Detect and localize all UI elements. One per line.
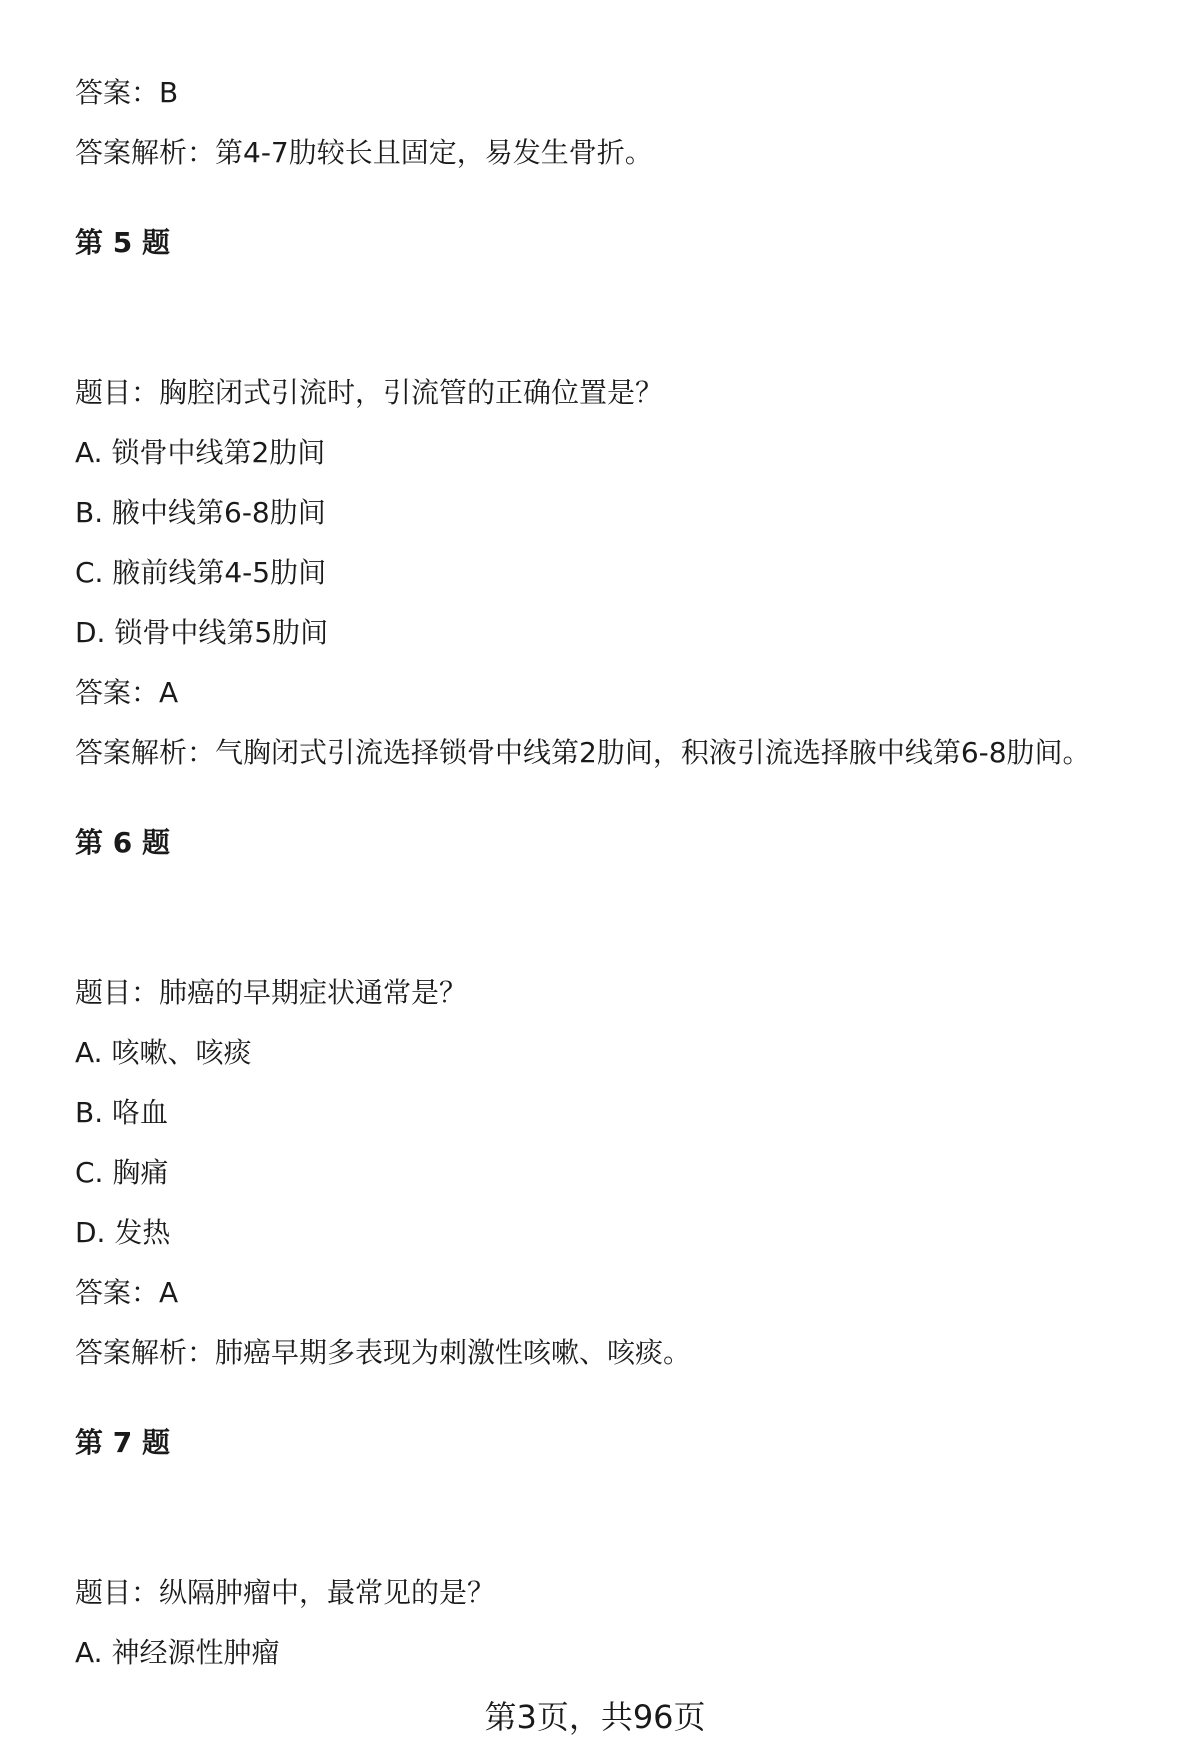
option-item: B. 咯血 — [75, 1096, 169, 1129]
option-item: C. 胸痛 — [75, 1156, 169, 1189]
option-item: A. 咳嗽、咳痰 — [75, 1036, 252, 1069]
option-item: D. 发热 — [75, 1216, 171, 1249]
answer-text: 答案：A — [75, 1276, 179, 1309]
answer-text: 答案：B — [75, 76, 179, 109]
option-item: B. 腋中线第6-8肋间 — [75, 496, 326, 529]
option-item: A. 锁骨中线第2肋间 — [75, 436, 326, 469]
page-number: 第3页，共96页 — [484, 1698, 706, 1736]
option-item: C. 腋前线第4-5肋间 — [75, 556, 327, 589]
question-heading: 第 5 题 — [75, 226, 170, 259]
question-heading: 第 6 题 — [75, 826, 170, 859]
question-heading: 第 7 题 — [75, 1426, 170, 1459]
question-prompt: 题目：纵隔肿瘤中，最常见的是？ — [75, 1576, 496, 1609]
option-item: A. 神经源性肿瘤 — [75, 1636, 280, 1669]
question-prompt: 题目：胸腔闭式引流时，引流管的正确位置是？ — [75, 376, 664, 409]
explanation-text: 答案解析：第4-7肋较长且固定，易发生骨折。 — [75, 136, 653, 169]
question-prompt: 题目：肺癌的早期症状通常是？ — [75, 976, 468, 1009]
explanation-text: 答案解析：肺癌早期多表现为刺激性咳嗽、咳痰。 — [75, 1336, 692, 1369]
answer-text: 答案：A — [75, 676, 179, 709]
explanation-text: 答案解析：气胸闭式引流选择锁骨中线第2肋间，积液引流选择腋中线第6-8肋间。 — [75, 736, 1091, 769]
option-item: D. 锁骨中线第5肋间 — [75, 616, 329, 649]
